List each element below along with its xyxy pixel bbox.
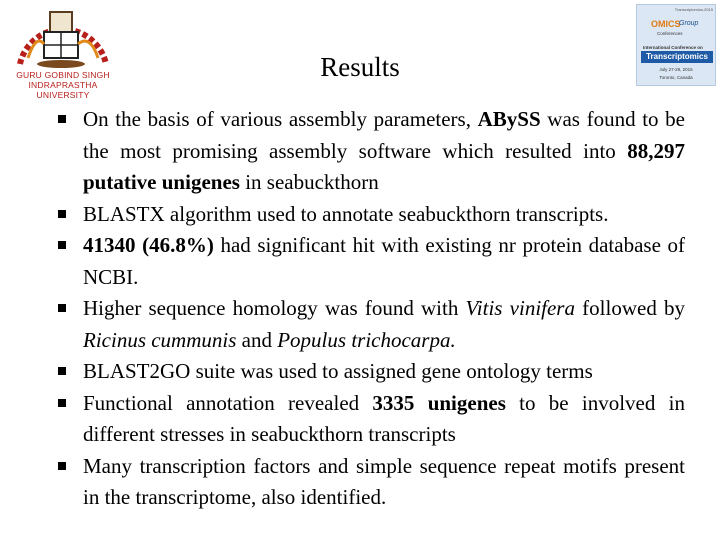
bullet-text-segment: ABySS	[477, 107, 541, 131]
bullet-item	[58, 104, 685, 199]
conference-intl: International Conference on	[643, 45, 703, 50]
conference-dates: July 27-29, 2015	[659, 67, 693, 72]
bullet-text-segment: 88,297 putative unigenes	[83, 138, 685, 194]
bullet-text-segment: BLASTX algorithm used to annotate seabuckthorn transcripts.	[83, 201, 609, 226]
university-name-line-3: UNIVERSITY	[36, 90, 90, 100]
bullet-square-icon	[58, 241, 66, 249]
conference-brand-group: Group	[679, 20, 699, 27]
university-name-line-2: INDRAPRASTHA	[28, 80, 98, 90]
bullet-text-segment: Populus trichocarpa.	[277, 327, 456, 352]
bullet-text-segment: 41340 (46.8%)	[83, 233, 214, 257]
bullet-text-segment: 3335 unigenes	[372, 390, 506, 415]
bullet-text-segment: in seabuckthorn	[239, 170, 379, 194]
results-bullet-list	[58, 104, 685, 514]
conference-top-line: Transcriptomics-2015	[674, 7, 713, 12]
conference-place: Toronto, Canada	[659, 75, 693, 80]
bullet-square-icon	[58, 210, 66, 218]
bullet-text-segment: to be involved in different stresses in seabuckthorn transcripts	[83, 390, 685, 446]
conference-brand: OMICS	[651, 19, 681, 29]
bullet-text-segment: On the basis of various assembly parameters,	[83, 107, 478, 131]
bullet-text-segment: Vitis vinifera	[465, 296, 575, 320]
bullet-item	[58, 388, 685, 451]
bullet-text-segment: Many transcription factors and simple sequence repeat motifs present in the transcriptome, also identified.	[83, 453, 685, 509]
conference-title: Transcriptomics	[641, 51, 713, 63]
bullet-text-segment: BLAST2GO suite was used to assigned gene ontology terms	[83, 359, 593, 383]
bullet-item	[58, 356, 685, 388]
bullet-text-segment: Functional annotation revealed	[83, 390, 373, 415]
university-name-line-1: GURU GOBIND SINGH	[16, 70, 110, 80]
bullet-text-segment: Higher sequence homology was found with	[83, 296, 466, 320]
bullet-square-icon	[58, 115, 66, 123]
conference-subtitle: Conferences	[657, 31, 683, 36]
bullet-text-segment: had significant hit with existing nr protein database of NCBI.	[83, 233, 685, 289]
bullet-text-segment: was found to be the most promising assembly software which resulted into	[83, 107, 685, 163]
bullet-item	[58, 230, 685, 293]
bullet-text-segment: and	[236, 327, 278, 352]
bullet-square-icon	[58, 367, 66, 375]
slide-title: Results	[320, 52, 400, 82]
bullet-square-icon	[58, 462, 66, 470]
bullet-item	[58, 293, 685, 356]
bullet-item	[58, 451, 685, 514]
bullet-item	[58, 199, 685, 231]
bullet-text-segment: followed by	[574, 296, 685, 320]
bullet-text-segment: Ricinus cummunis	[83, 327, 237, 352]
bullet-square-icon	[58, 399, 66, 407]
bullet-square-icon	[58, 304, 66, 312]
